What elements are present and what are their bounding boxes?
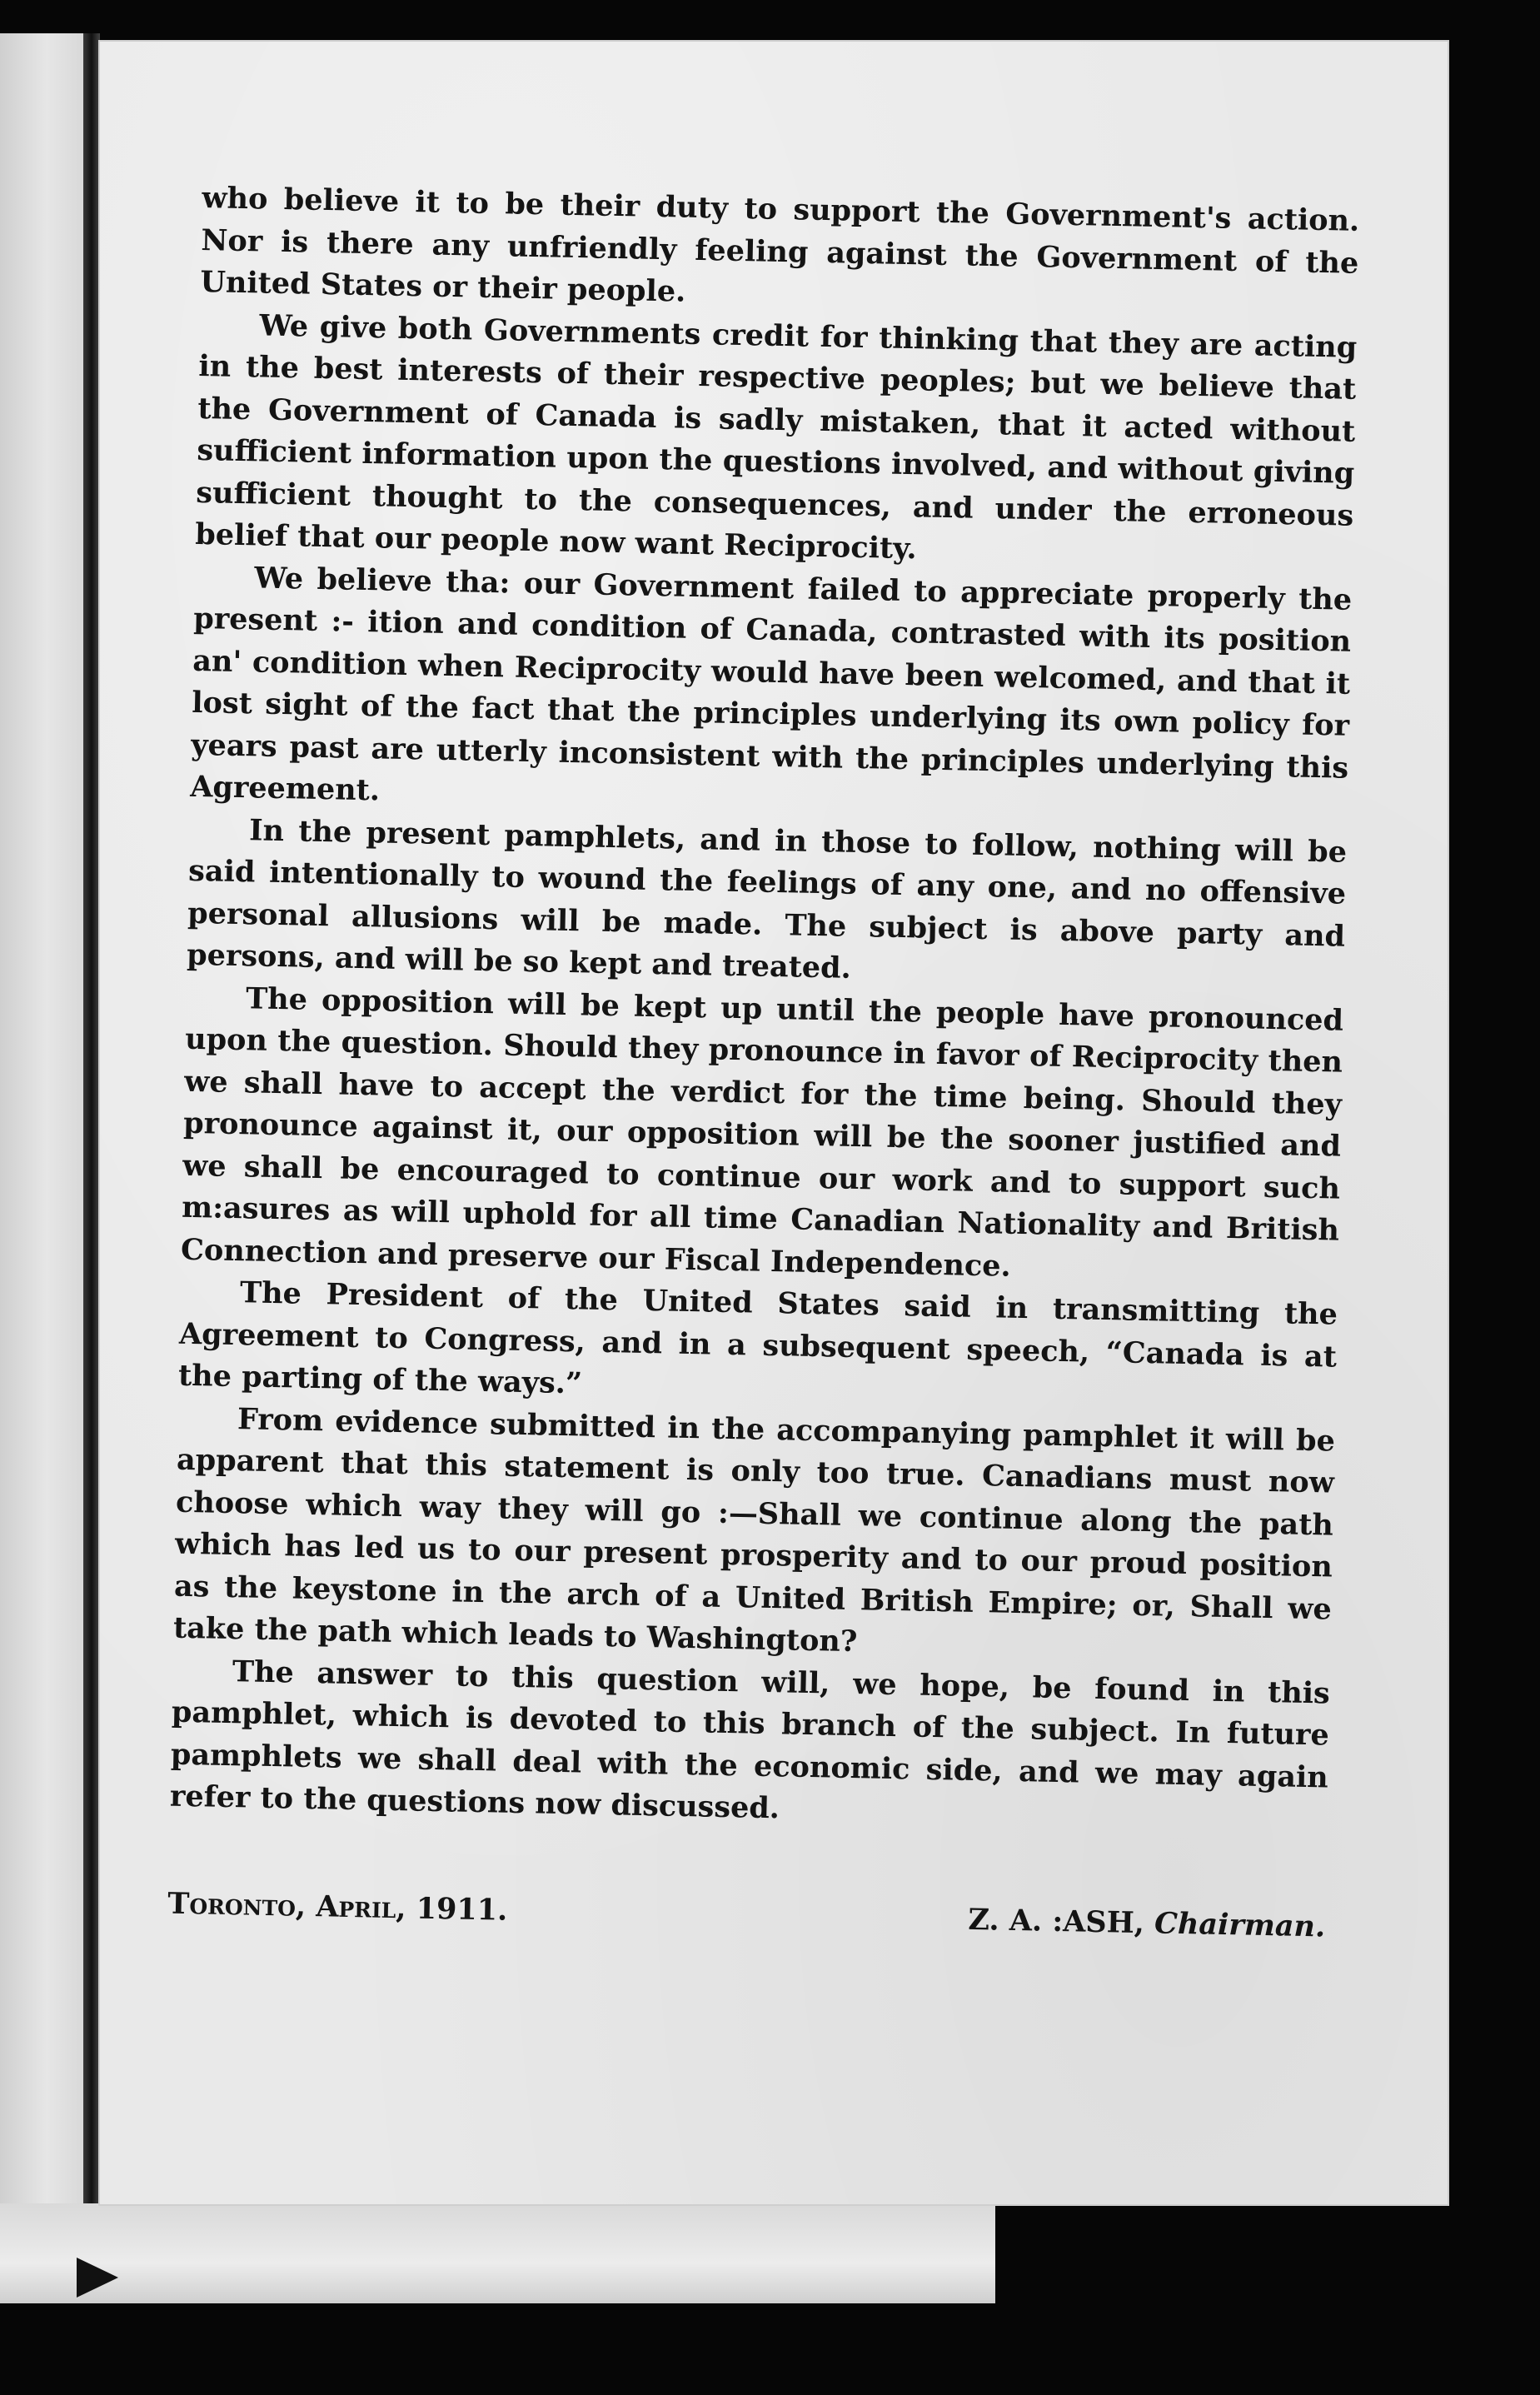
binding-gutter <box>83 33 100 2216</box>
place-date: Toronto, April, 1911. <box>167 1886 508 1928</box>
paragraph-2: We give both Governments credit for thinking that they are acting in the best interests of their respective peoples; but we believe that the Government of Canada is sadly mistaken, that it acted without sufficient information upon the questions involved, and without giving sufficient thought to the consequences, and under the erroneous belief that our people now want Reciprocity. <box>194 307 1358 566</box>
body-text <box>167 177 1360 1948</box>
paragraph-6: The President of the United States said in transmitting the Agreement to Congress, and in a subsequent speech, “Canada is at the parting of the ways.” <box>177 1275 1338 1401</box>
paragraph-3: We believe tha: our Government failed to appreciate properly the present :- ition and condition of Canada, contrasted with its position an' condition when Reciprocity would have been welcomed, and that it lost sight of the fact that the principles underlying its own policy for years past are utterly inconsistent with the principles underlying this Agreement. <box>189 560 1353 808</box>
paragraph-7: From evidence submitted in the accompanying pamphlet it will be apparent that this statement is only too true. Canadians must now choose which way they will go :—Shall we continue along the path which has led us to our present prosperity and to our proud position as the keystone in the arch of a United British Empire; or, Shall we take the path which leads to Washington? <box>172 1401 1336 1659</box>
paragraph-1: who believe it to be their duty to support the Government's action. Nor is there any unfriendly feeling against the Government of the United States or their people. <box>200 180 1360 309</box>
signature-line <box>167 1883 1326 1948</box>
paragraph-8: The answer to this question will, we hope, be found in this pamphlet, which is devoted to this branch of the subject. In future pamphlets we shall deal with the economic side, and we may again refer to the questions now discussed. <box>169 1654 1331 1826</box>
paragraph-4: In the present pamphlets, and in those to follow, nothing will be said intentionally to wound the feelings of any one, and no offensive personal allusions will be made. The subject is above party and persons, and will be so kept and treated. <box>186 812 1348 985</box>
signature <box>968 1899 1326 1948</box>
underlying-page-strip <box>0 2203 995 2303</box>
adjacent-page-edge <box>0 33 85 2208</box>
signature-role: Chairman. <box>1154 1905 1326 1943</box>
paragraph-5: The opposition will be kept up until the people have pronounced upon the question. Should they pronounce in favor of Reciprocity then we shall have to accept the verdict for the time being. Should they pronounce against it, our opposition will be the sooner justified and we shall be encouraged to continue our work and to support such m:asures as will uphold for all time Canadian Nationality and British Connection and preserve our Fiscal Independence. <box>180 980 1344 1284</box>
document-page <box>98 40 1449 2206</box>
page-marker-arrow-icon <box>77 2258 118 2298</box>
signature-name: Z. A. :ASH, <box>968 1902 1145 1940</box>
